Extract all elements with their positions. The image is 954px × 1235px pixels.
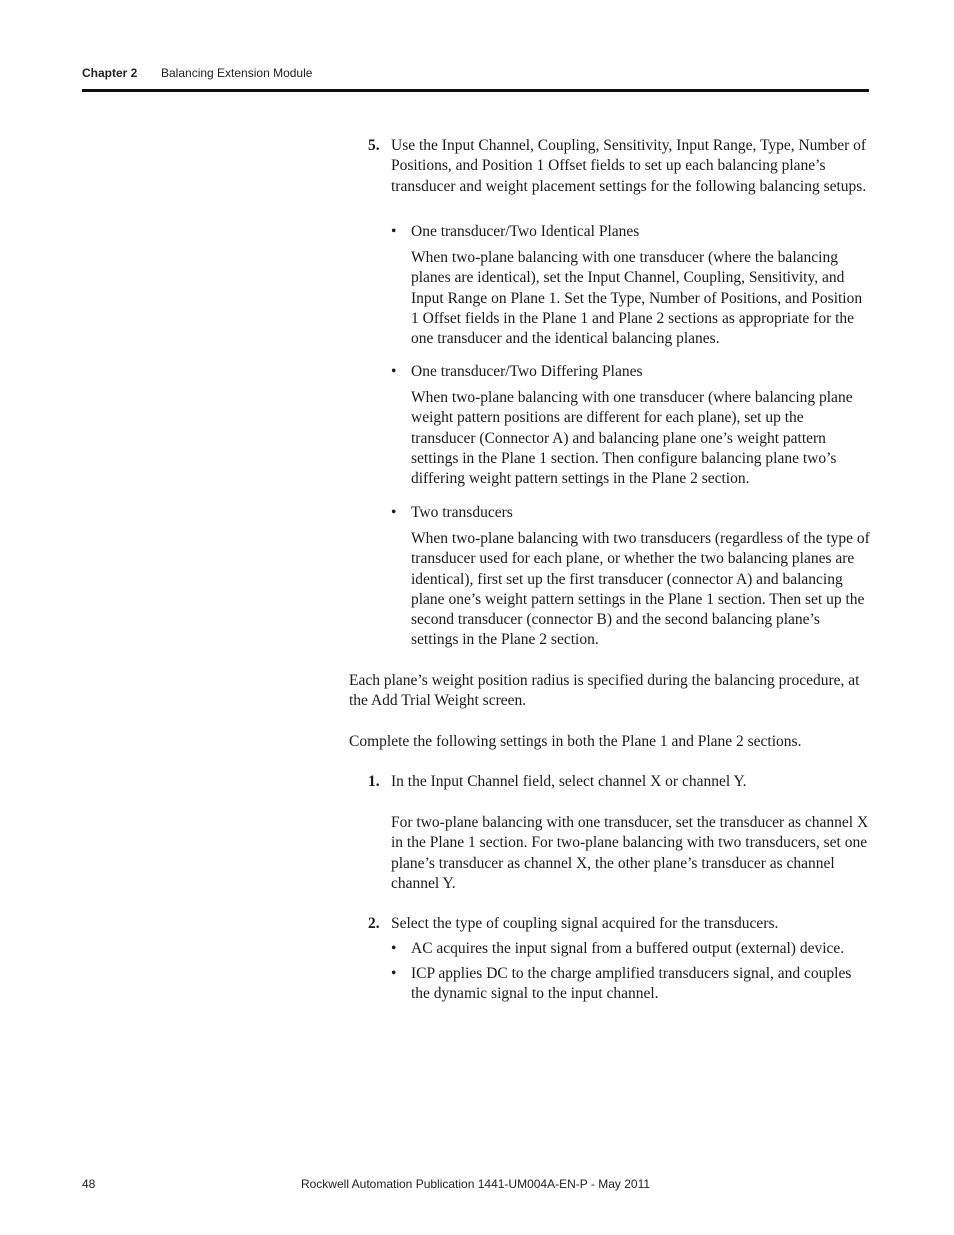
step-text: In the Input Channel field, select channel X or channel Y. [391,773,747,790]
section-title: Balancing Extension Module [161,66,313,80]
bullet-title: Two transducers [411,504,513,521]
running-header [82,66,312,80]
header-divider [82,89,869,92]
bullet-marker: • [391,965,397,982]
page-number: 48 [82,1177,96,1191]
step-number: 1. [368,773,380,790]
chapter-label: Chapter 2 [82,66,138,80]
bullet-item: ICP applies DC to the charge amplified transducers signal, and couples the dynamic signal to the input channel. [411,965,852,1003]
bullet-body: When two-plane balancing with one transducer (where balancing plane weight pattern positions are different for each plane), set up the transducer (Connector A) and balancing plane one’s weight pattern settings in the Plane 1 section. Then configure balancing plane two’s differing weight pattern settings in the Plane 2 section. [411,389,853,488]
step-text: Select the type of coupling signal acquired for the transducers. [391,915,779,932]
bullet-marker: • [391,504,397,521]
paragraph-complete: Complete the following settings in both the Plane 1 and Plane 2 sections. [349,733,802,750]
publication-footer: Rockwell Automation Publication 1441-UM004A-EN-P - May 2011 [300,1177,651,1191]
step-text: Use the Input Channel, Coupling, Sensitivity, Input Range, Type, Number of Positions, and Position 1 Offset fields to set up each balancing plane’s transducer and weight placement settings for the following balancing setups. [391,137,867,195]
bullet-title: One transducer/Two Differing Planes [411,363,643,380]
step-note: For two-plane balancing with one transducer, set the transducer as channel X in the Plane 1 section. For two-plane balancing with two transducers, set one plane’s transducer as channel X, the other plane’s transducer as channel channel Y. [391,814,869,892]
bullet-marker: • [391,363,397,380]
bullet-marker: • [391,223,397,240]
bullet-body: When two-plane balancing with one transducer (where the balancing planes are identical), set the Input Channel, Coupling, Sensitivity, and Input Range on Plane 1. Set the Type, Number of Positions, and Position 1 Offset fields in the Plane 1 and Plane 2 sections as appropriate for the one transducer and the identical balancing planes. [411,249,863,348]
paragraph-radius: Each plane’s weight position radius is specified during the balancing procedure, at the Add Trial Weight screen. [349,672,860,710]
bullet-title: One transducer/Two Identical Planes [411,223,640,240]
bullet-item: AC acquires the input signal from a buffered output (external) device. [411,940,845,957]
step-number: 2. [368,915,380,932]
bullet-marker: • [391,940,397,957]
step-number: 5. [368,137,380,154]
bullet-body: When two-plane balancing with two transducers (regardless of the type of transducer used for each plane, or whether the two balancing planes are identical), first set up the first transducer (connector A) and balancing plane one’s weight pattern settings in the Plane 1 section. Then set up the second transducer (connector B) and the second balancing plane’s settings in the Plane 2 section. [411,530,870,649]
